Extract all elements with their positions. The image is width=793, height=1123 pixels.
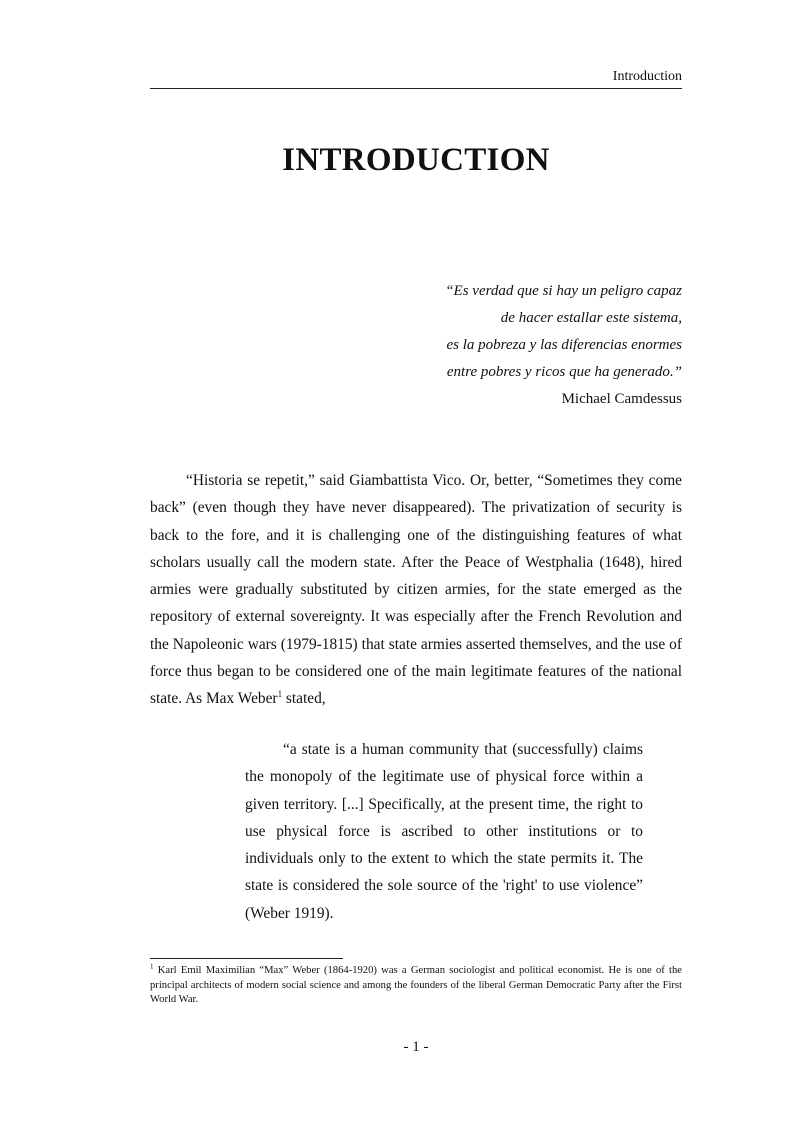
- footnote-text: Karl Emil Maximilian “Max” Weber (1864-1920) was a German sociologist and political economist. He is one of the principal architects of modern social science and among the founders of the liberal German Democratic Party after the First World War.: [150, 965, 682, 1005]
- footnote-reference[interactable]: 1: [277, 689, 283, 700]
- epigraph-line: de hacer estallar este sistema,: [500, 310, 682, 326]
- paragraph-text: “Historia se repetit,” said Giambattista Vico. Or, better, “Sometimes they come back” (even though they have never disappeared). The privatization of security is back to the fore, and it is challenging one of the distinguishing features of what scholars usually call the modern state. After the Peace of Westphalia (1648), hired armies were gradually substituted by citizen armies, for the state emerged as the repository of external sovereignty. It was especially after the French Revolution and the Napoleonic wars (1979-1815) that state armies asserted themselves, and the use of force thus began to be considered one of the main legitimate features of the national state. As Max Weber: [150, 472, 682, 708]
- header-rule: [150, 88, 682, 89]
- footnote-rule: [150, 958, 343, 959]
- paragraph-text-end: stated,: [282, 690, 326, 708]
- epigraph: [300, 278, 682, 413]
- block-quote: “a state is a human community that (successfully) claims the monopoly of the legitimate use of physical force within a given territory. [...] Specifically, at the present time, the right to use physical force is ascribed to other institutions or to individuals only to the extent to which the state permits it. The state is considered the sole source of the 'right' to use violence” (Weber 1919).: [245, 741, 643, 922]
- running-header: Introduction: [612, 69, 682, 84]
- epigraph-line: “Es verdad que si hay un peligro capaz: [445, 283, 682, 299]
- footnote-number: 1: [150, 962, 154, 971]
- body-paragraph: [150, 467, 682, 713]
- epigraph-line: entre pobres y ricos que ha generado.”: [446, 364, 682, 380]
- footnote: [150, 964, 682, 1008]
- epigraph-author: Michael Camdessus: [561, 391, 682, 407]
- page-number: - 1 -: [403, 1039, 429, 1055]
- epigraph-line: es la pobreza y las diferencias enormes: [446, 337, 682, 353]
- chapter-title: INTRODUCTION: [282, 142, 550, 178]
